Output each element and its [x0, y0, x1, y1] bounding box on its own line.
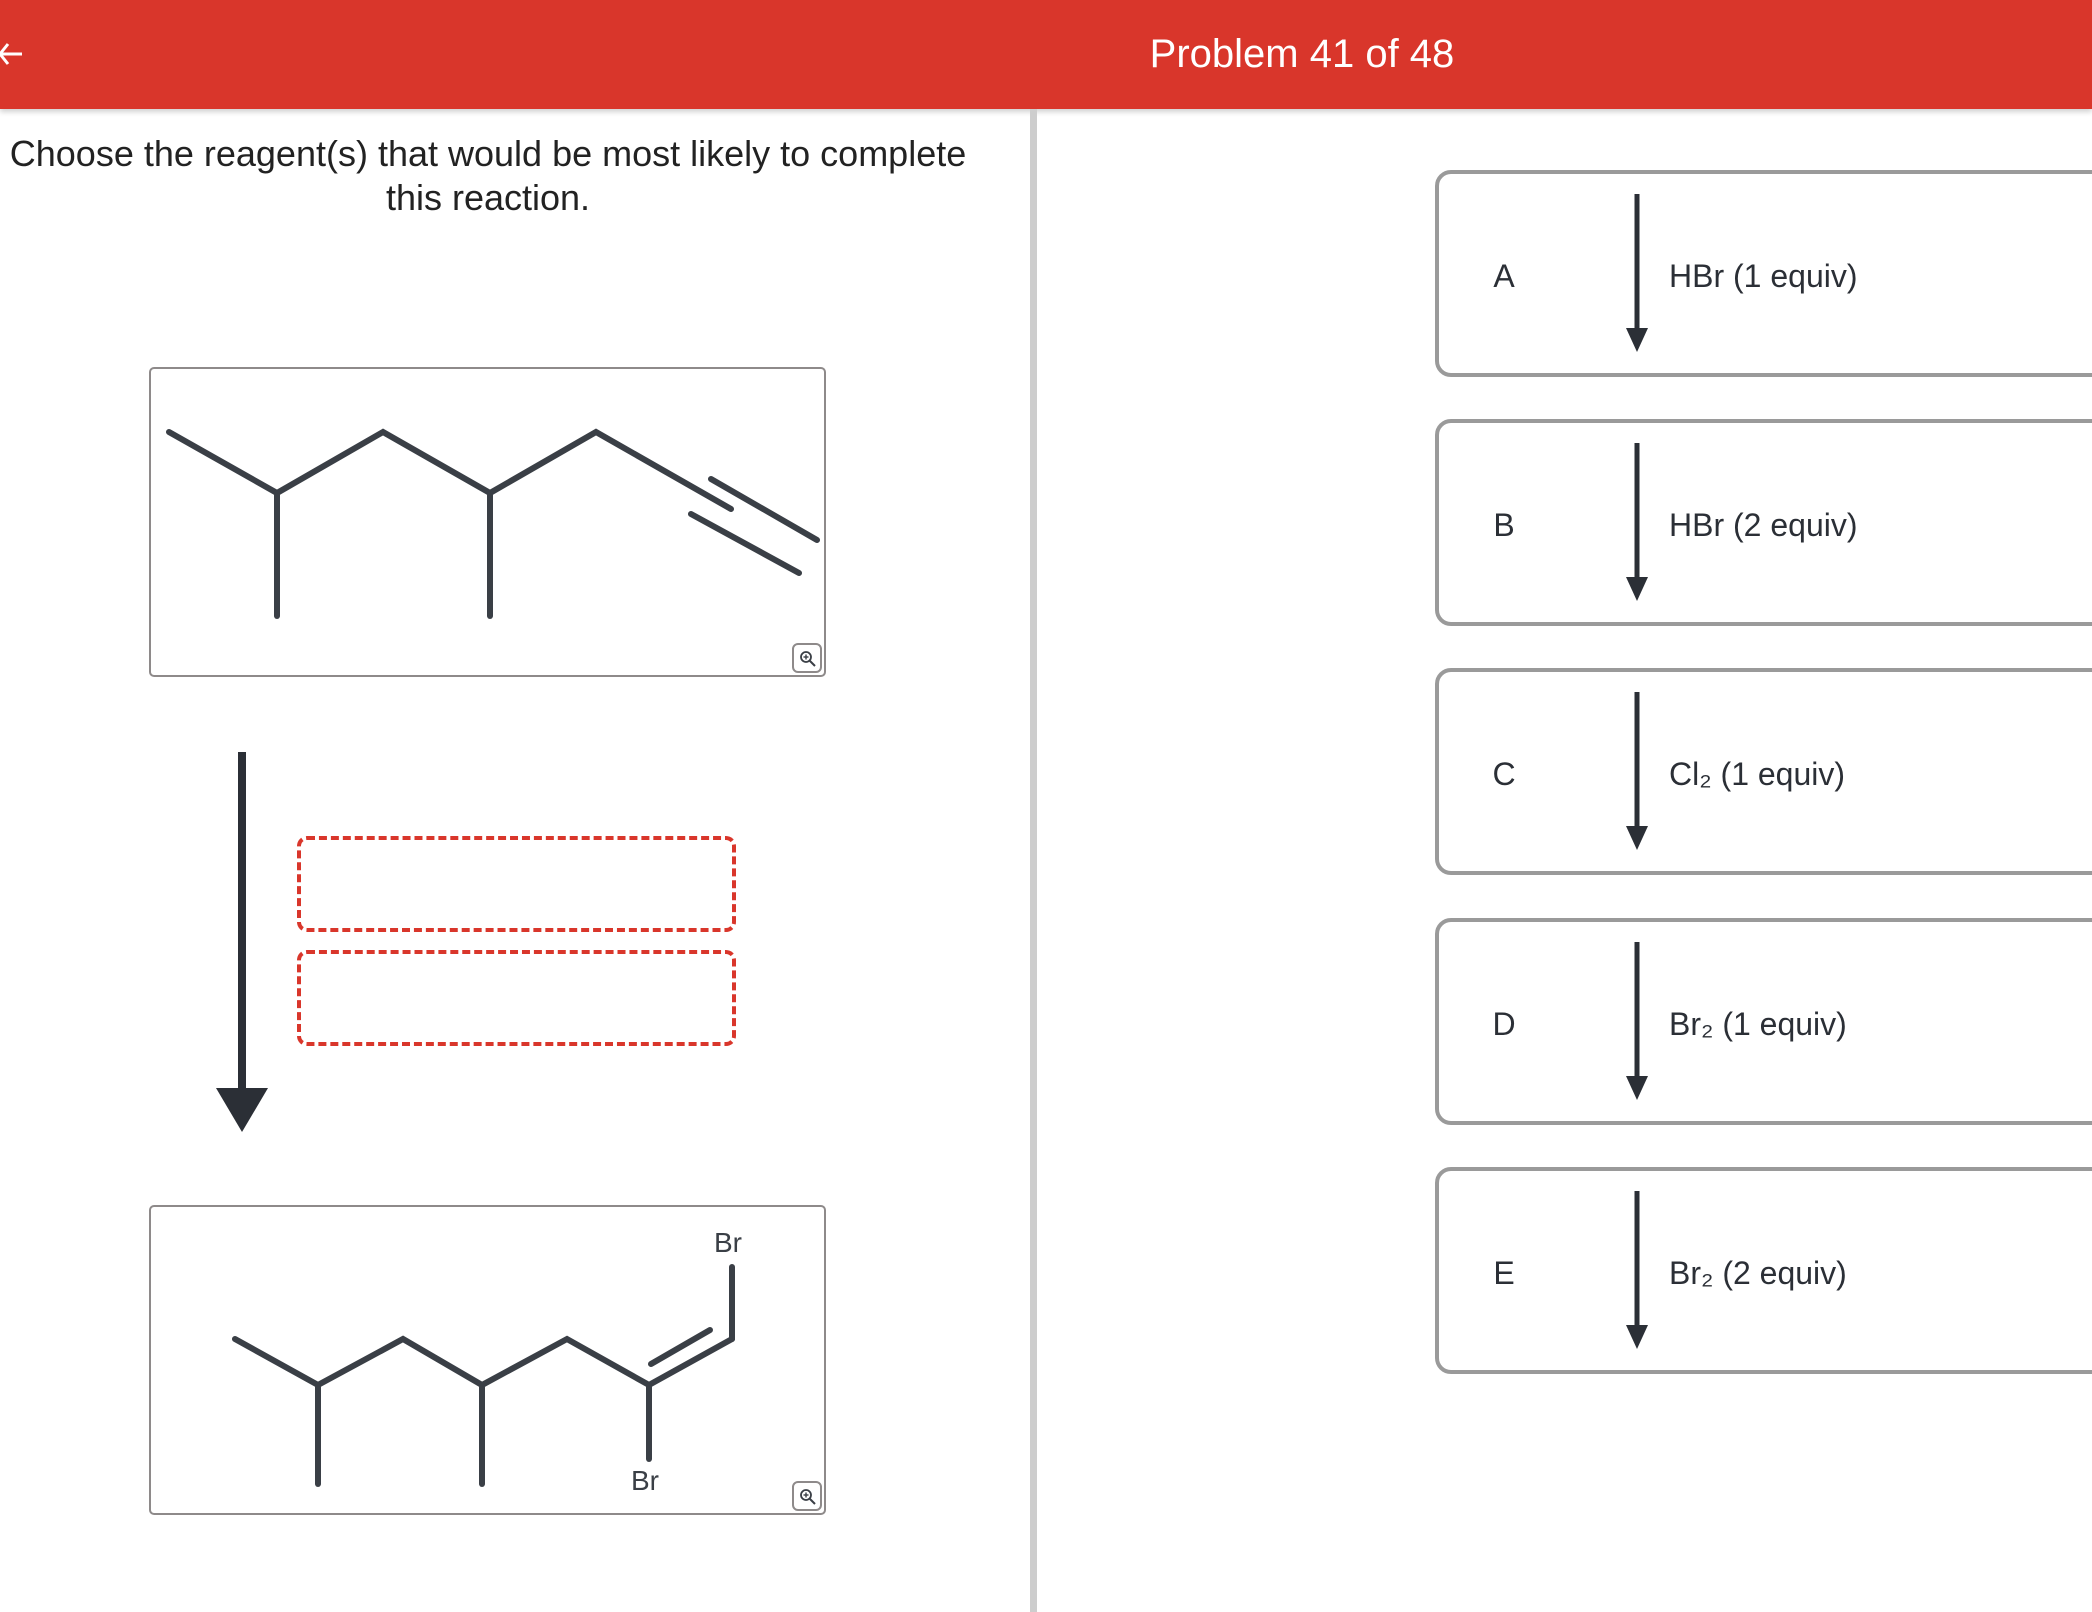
header-bar [0, 0, 2092, 109]
option-reagent: HBr (1 equiv) [1669, 258, 1858, 294]
option-reagent: Br₂ (2 equiv) [1669, 1255, 1847, 1291]
down-arrow-icon [1619, 443, 1655, 603]
down-arrow-icon [1619, 194, 1655, 354]
bromine-label-top: Br [714, 1227, 742, 1258]
option-a[interactable] [1435, 170, 2092, 377]
carbon-chain-bonds [169, 432, 731, 509]
option-reagent: Cl₂ (1 equiv) [1669, 756, 1846, 792]
option-c[interactable] [1435, 668, 2092, 875]
zoom-in-icon [799, 650, 817, 668]
bromine-label-bottom: Br [631, 1465, 659, 1496]
panel-divider [1030, 109, 1037, 1612]
product-box [149, 1205, 826, 1515]
question-prompt: Choose the reagent(s) that would be most likely to complete this reaction. [9, 133, 967, 218]
option-d[interactable] [1435, 918, 2092, 1125]
reagent-drop-slot-1[interactable] [297, 836, 736, 932]
down-arrow-icon [1619, 692, 1655, 852]
back-button[interactable] [0, 30, 30, 78]
down-arrow-icon [1619, 1191, 1655, 1351]
zoom-button-starting-material[interactable] [792, 643, 822, 673]
option-letter: B [1493, 507, 1515, 543]
option-letter: E [1493, 1255, 1515, 1291]
option-reagent: Br₂ (1 equiv) [1669, 1006, 1847, 1042]
option-reagent: HBr (2 equiv) [1669, 507, 1858, 543]
option-letter: D [1492, 1006, 1516, 1042]
zoom-in-icon [799, 1488, 817, 1506]
option-letter: C [1492, 756, 1516, 792]
back-arrow-icon [0, 30, 30, 78]
starting-material-box [149, 367, 826, 677]
zoom-button-product[interactable] [792, 1481, 822, 1511]
starting-material-structure [151, 369, 828, 679]
reagent-drop-slot-2[interactable] [297, 950, 736, 1046]
reaction-arrow [212, 752, 272, 1139]
option-e[interactable] [1435, 1167, 2092, 1374]
reaction-arrow-icon [212, 752, 272, 1134]
down-arrow-icon [1619, 942, 1655, 1102]
option-letter: A [1493, 258, 1515, 294]
problem-title: Problem 41 of 48 [1149, 32, 1455, 76]
option-b[interactable] [1435, 419, 2092, 626]
